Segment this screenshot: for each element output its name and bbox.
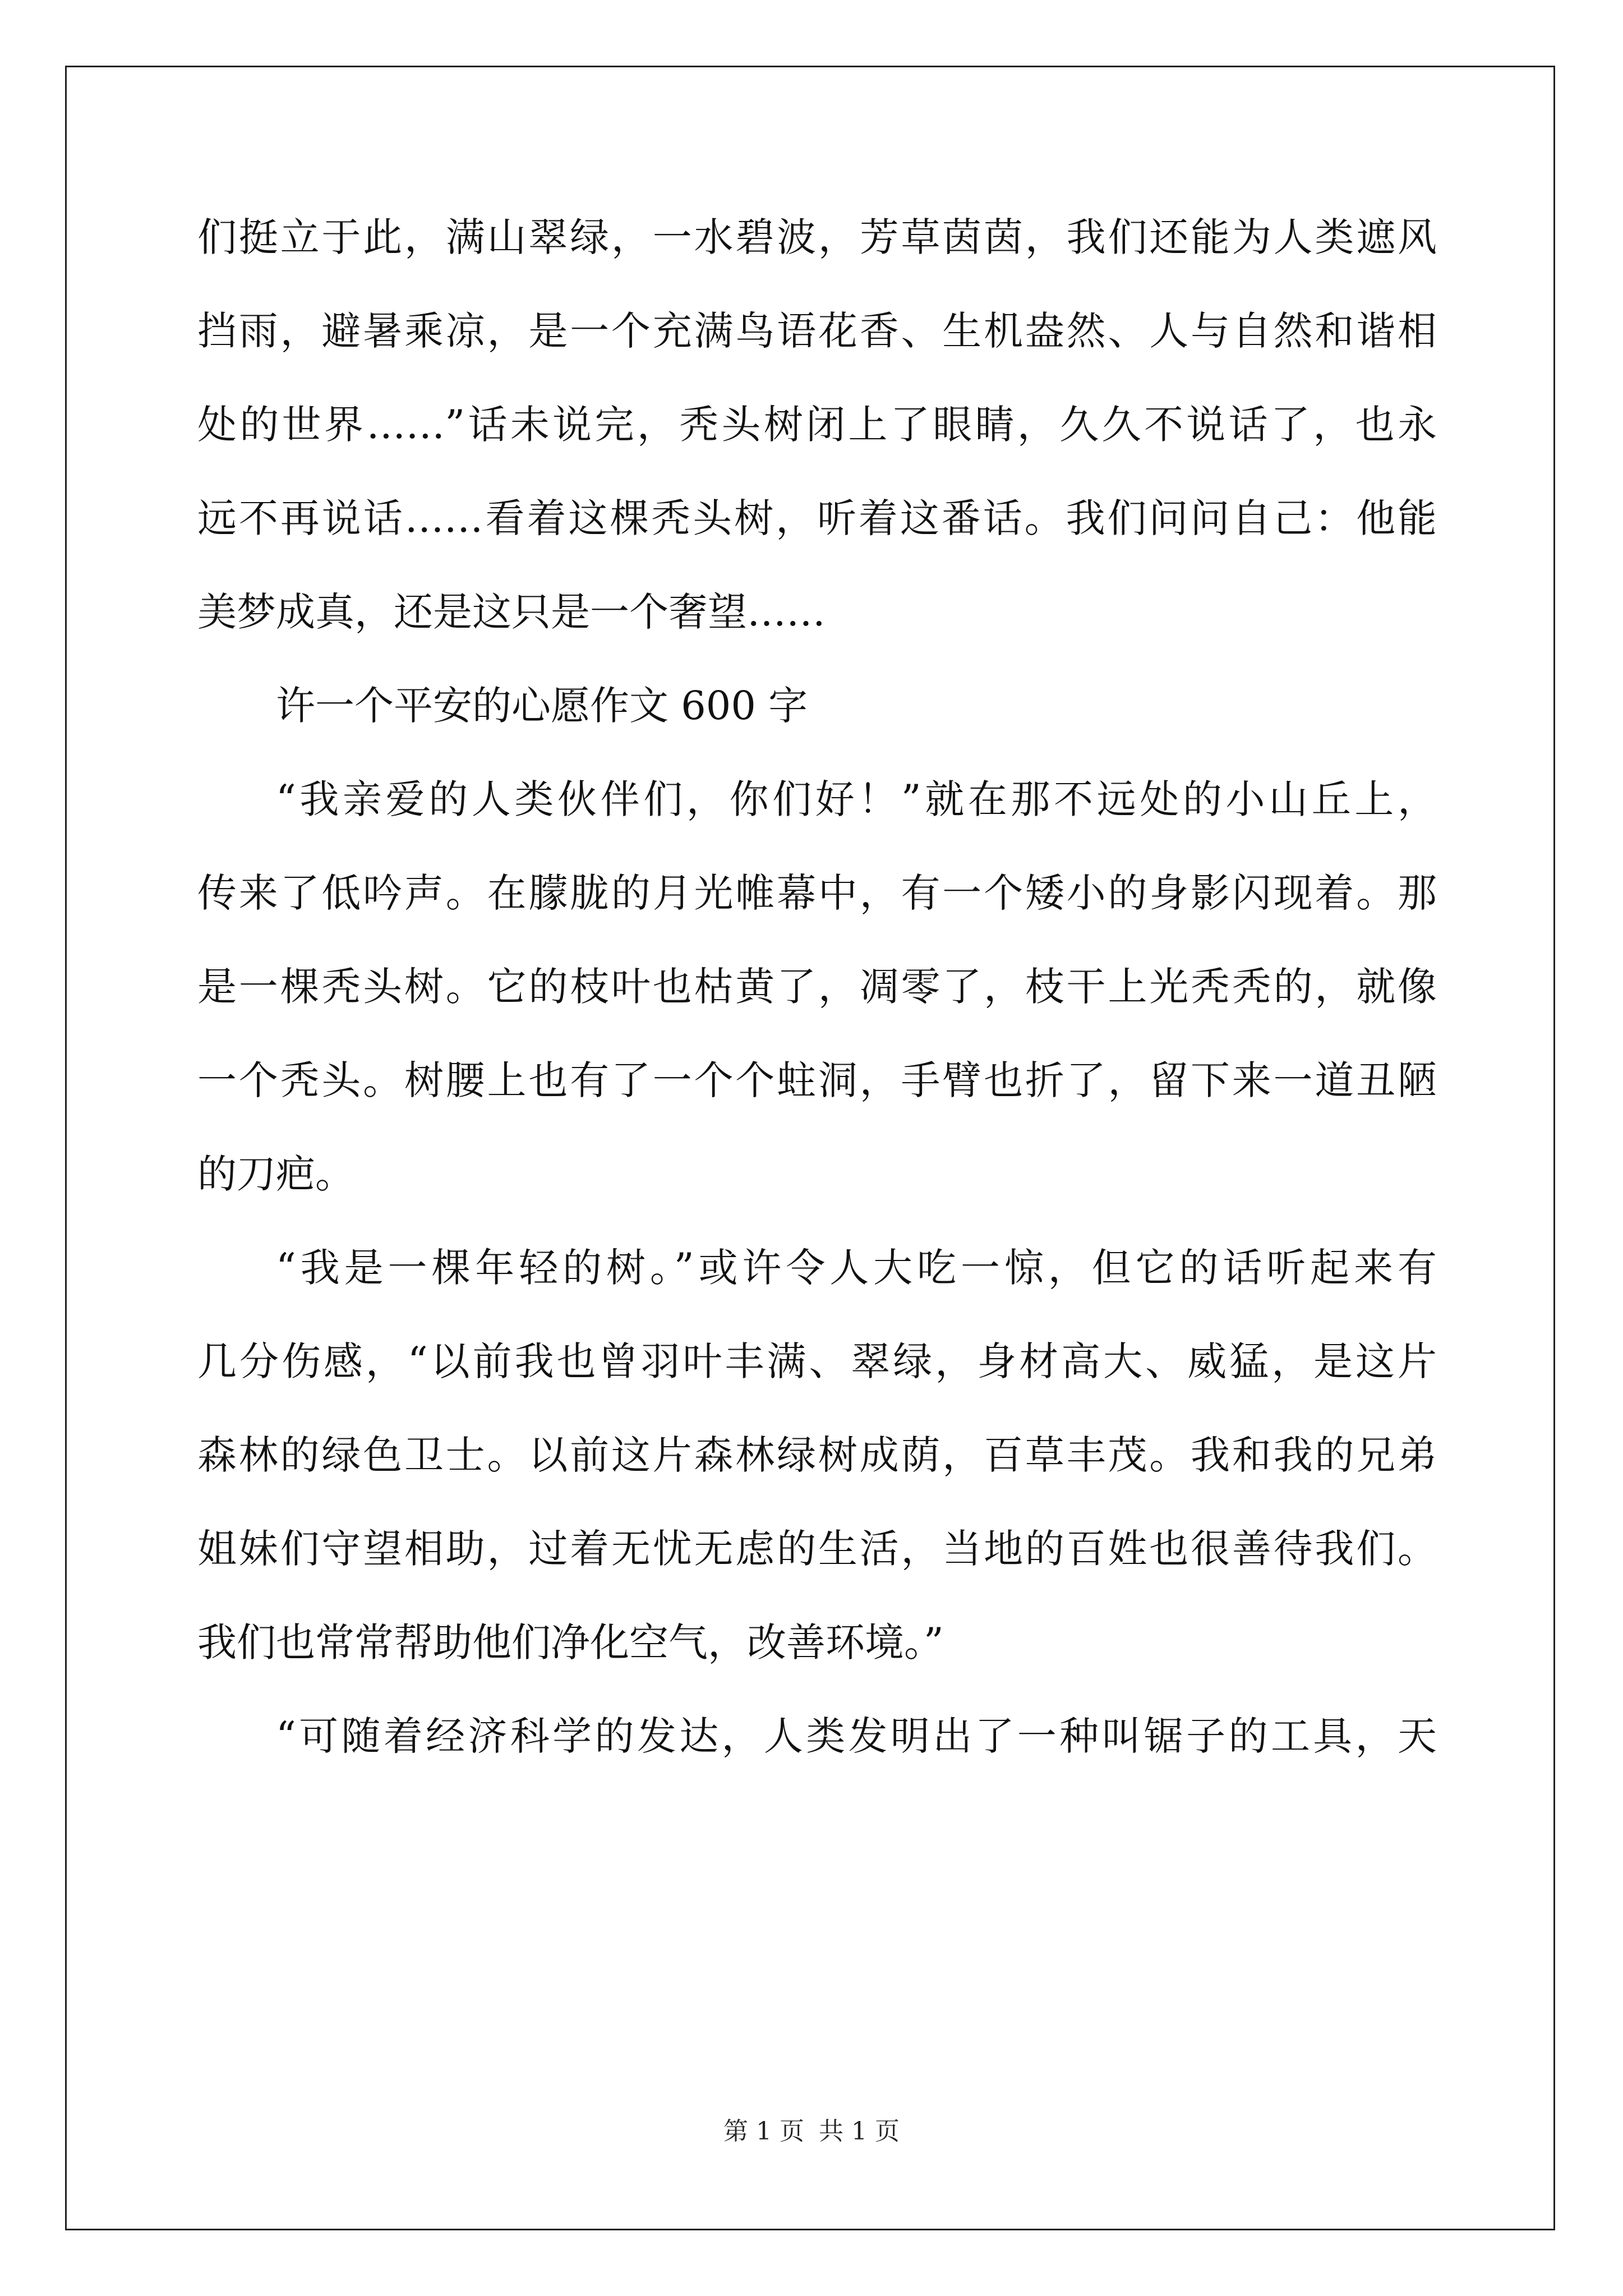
text-line: 处的世界……”话未说完，秃头树闭上了眼睛，久久不说话了，也永	[197, 402, 1437, 448]
text-line: 森林的绿色卫士。以前这片森林绿树成荫，百草丰茂。我和我的兄弟	[197, 1432, 1437, 1478]
document-body	[197, 191, 1437, 1783]
text-line: 是一棵秃头树。它的枝叶也枯黄了，凋零了，枝干上光秃秃的，就像	[197, 964, 1437, 1010]
page-total: 共 1 页	[819, 2117, 900, 2146]
text-line: 远不再说话……看着这棵秃头树，听着这番话。我们问问自己：他能	[197, 495, 1437, 541]
text-line: 们挺立于此，满山翠绿，一水碧波，芳草茵茵，我们还能为人类遮风	[197, 214, 1437, 260]
text-line: 我们也常常帮助他们净化空气，改善环境。”	[197, 1619, 944, 1665]
article-title: 许一个平安的心愿作文 600 字	[276, 683, 808, 729]
text-line: 的刀疤。	[197, 1151, 354, 1197]
page-footer	[0, 2115, 1623, 2148]
paragraph-start: “我是一棵年轻的树。”或许令人大吃一惊，但它的话听起来有	[276, 1245, 1437, 1291]
text-line: 传来了低吟声。在朦胧的月光帷幕中，有一个矮小的身影闪现着。那	[197, 870, 1437, 916]
text-line: 挡雨，避暑乘凉，是一个充满鸟语花香、生机盎然、人与自然和谐相	[197, 308, 1437, 354]
text-line: 几分伤感，“以前我也曾羽叶丰满、翠绿，身材高大、威猛，是这片	[197, 1338, 1437, 1384]
paragraph-start: “我亲爱的人类伙伴们，你们好！”就在那不远处的小山丘上，	[276, 776, 1437, 822]
paragraph-start: “可随着经济科学的发达，人类发明出了一种叫锯子的工具，天	[276, 1713, 1437, 1759]
text-line: 姐妹们守望相助，过着无忧无虑的生活，当地的百姓也很善待我们。	[197, 1526, 1437, 1572]
text-line: 美梦成真，还是这只是一个奢望……	[197, 589, 826, 635]
page-number: 第 1 页	[723, 2117, 804, 2146]
text-line: 一个秃头。树腰上也有了一个个蛀洞，手臂也折了，留下来一道丑陋	[197, 1057, 1437, 1103]
